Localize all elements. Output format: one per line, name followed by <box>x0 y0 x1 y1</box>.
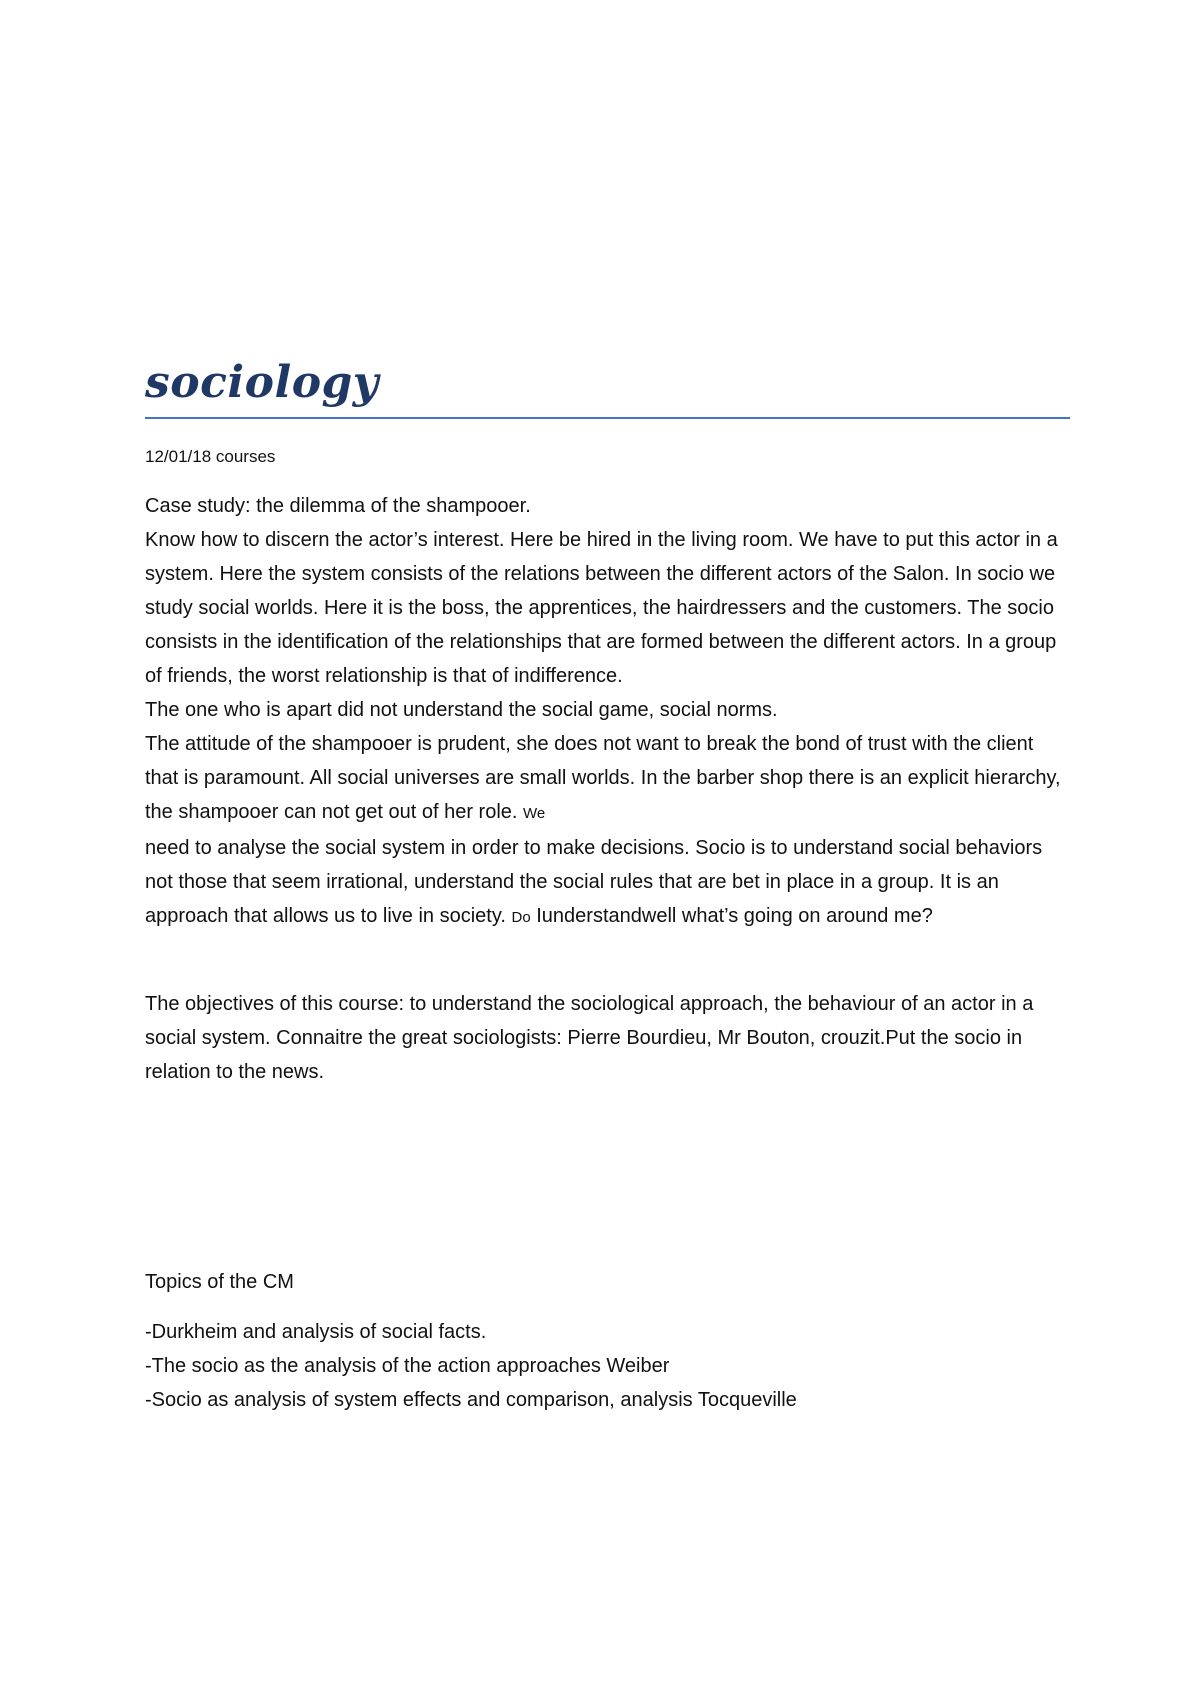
paragraph-continuation <box>145 831 1070 935</box>
continuation-start: need to analyse the social system in order to make decisions. Socio is to understand social behaviors not those that seem irrational, understand the social rules that are bet in place in a group. It is an approach that allows us to live in society. <box>145 837 1043 927</box>
paragraph-case-study: Case study: the dilemma of the shampooer. <box>145 495 531 517</box>
topic-item: -Durkheim and analysis of social facts. <box>145 1321 487 1343</box>
paragraph-objectives: The objectives of this course: to understand the sociological approach, the behaviour of an actor in a social system. Connaitre the great sociologists: Pierre Bourdieu, Mr Bouton, crouzit.Put the socio in relation to the news. <box>145 993 1034 1083</box>
paragraph-attitude <box>145 727 1070 831</box>
topic-item: -The socio as the analysis of the action approaches Weiber <box>145 1355 670 1377</box>
body-text <box>145 489 1070 1417</box>
paragraph-actor-interest: Know how to discern the actor’s interest. Here be hired in the living room. We have to put this actor in a system. Here the system consists of the relations between the different actors of the Salon. In socio we study social worlds. Here it is the boss, the apprentices, the hairdressers and the customers. The socio consists in the identification of the relationships that are formed between the different actors. In a group of friends, the worst relationship is that of indifference. <box>145 529 1058 687</box>
continuation-end: Iunderstandwell what’s going on around me? <box>536 905 933 927</box>
title-underline <box>145 417 1070 419</box>
topics-heading: Topics of the CM <box>145 1271 294 1293</box>
topic-item: -Socio as analysis of system effects and comparison, analysis Tocqueville <box>145 1389 797 1411</box>
spacer <box>145 1089 1070 1265</box>
we-fragment: We <box>523 805 546 822</box>
spacer <box>145 1299 1070 1315</box>
attitude-text: The attitude of the shampooer is prudent, she does not want to break the bond of trust with the client that is paramount. All social universes are small worlds. In the barber shop there is an explicit hierarchy, the shampooer can not get out of her role. <box>145 733 1061 823</box>
document-title: sociology <box>145 357 379 408</box>
paragraph-social-game: The one who is apart did not understand the social game, social norms. <box>145 699 778 721</box>
do-fragment: Do <box>511 909 531 926</box>
date-line: 12/01/18 courses <box>145 447 276 466</box>
document-content <box>145 355 1070 1417</box>
spacer <box>145 935 1070 987</box>
